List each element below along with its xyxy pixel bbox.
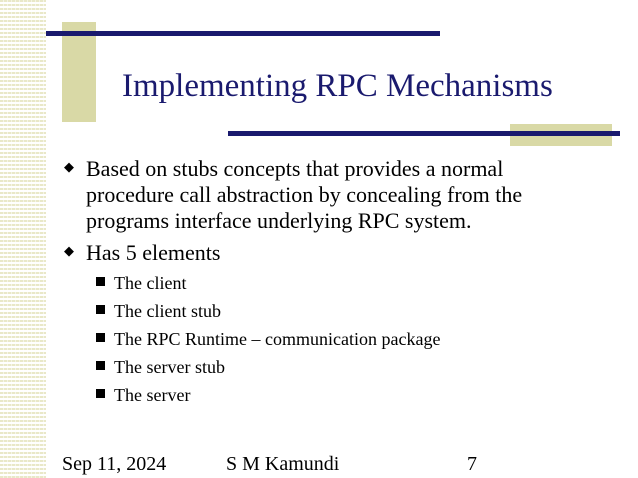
sub-bullet-item (62, 357, 602, 378)
sub-bullet-text: The client (114, 273, 187, 293)
sub-bullet-text: The client stub (114, 301, 221, 321)
diamond-bullet-icon: ◆ (64, 243, 74, 258)
decorative-navy-line-top (46, 31, 440, 36)
bullet-line: programs interface underlying RPC system. (86, 208, 472, 233)
sub-bullet-text: The server stub (114, 357, 225, 377)
sub-bullet-text: The RPC Runtime – communication package (114, 329, 441, 349)
bullet-item-elements (62, 240, 602, 266)
decorative-stripe-pattern (0, 0, 46, 478)
sub-bullet-text: The server (114, 385, 191, 405)
square-bullet-icon (96, 361, 105, 370)
footer-author: S M Kamundi (226, 453, 340, 475)
bullet-line: Based on stubs concepts that provides a normal (86, 156, 504, 181)
sub-bullet-item (62, 301, 602, 322)
footer-date: Sep 11, 2024 (62, 453, 167, 475)
decorative-tan-block-top (62, 22, 96, 122)
bullet-line: Has 5 elements (86, 240, 221, 265)
bullet-item-stubs (62, 156, 602, 234)
sub-bullet-item (62, 273, 602, 294)
decorative-navy-line-right (228, 131, 620, 136)
slide-title: Implementing RPC Mechanisms (122, 68, 553, 104)
square-bullet-icon (96, 305, 105, 314)
square-bullet-icon (96, 277, 105, 286)
square-bullet-icon (96, 333, 105, 342)
bullet-line: procedure call abstraction by concealing from the (86, 182, 523, 207)
bullet-list (62, 156, 602, 406)
sub-bullet-item (62, 329, 602, 350)
sub-bullet-item (62, 385, 602, 406)
square-bullet-icon (96, 389, 105, 398)
diamond-bullet-icon: ◆ (64, 159, 74, 174)
footer-page-number: 7 (467, 453, 477, 475)
